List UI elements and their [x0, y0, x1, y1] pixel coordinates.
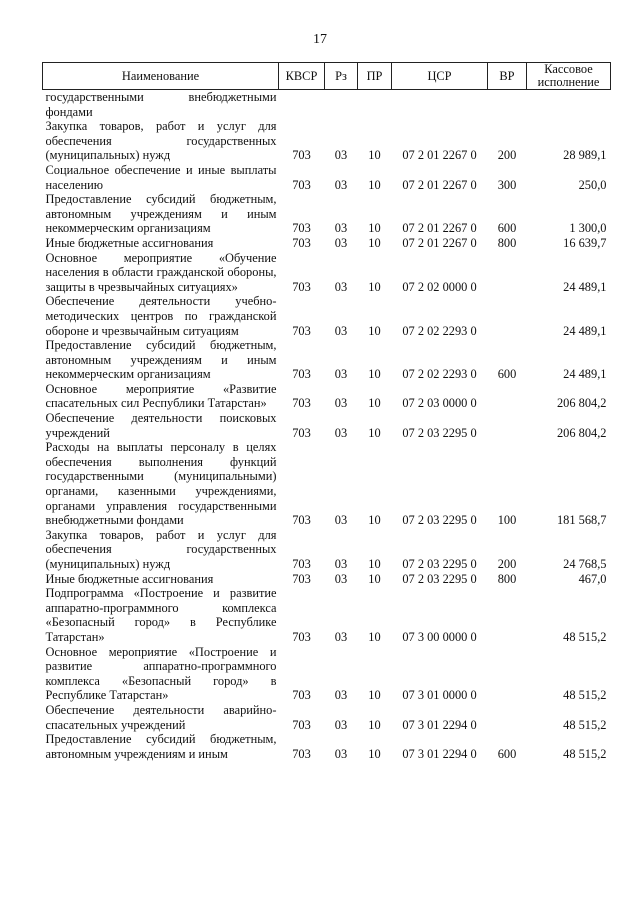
row-csr: 07 2 01 2267 0	[402, 148, 477, 163]
row-kvsr: 703	[292, 235, 311, 250]
row-vr: 100	[497, 513, 517, 528]
row-name: Иные бюджетные ассигнования	[45, 235, 214, 250]
table-row	[43, 192, 611, 236]
row-csr: 07 3 01 2294 0	[402, 746, 477, 761]
row-rz: 03	[334, 746, 348, 761]
row-pr: 10	[368, 235, 381, 250]
row-vr: 600	[497, 746, 517, 761]
row-amount: 206 804,2	[556, 425, 607, 440]
table-row	[43, 338, 611, 382]
row-csr: 07 2 03 2295 0	[402, 513, 477, 528]
row-rz: 03	[334, 323, 348, 338]
row-csr: 07 2 03 2295 0	[402, 425, 477, 440]
row-kvsr: 703	[292, 177, 311, 192]
row-amount: 1 300,0	[569, 221, 607, 236]
row-kvsr: 703	[292, 396, 311, 411]
table-row	[43, 703, 611, 732]
row-amount: 48 515,2	[563, 629, 607, 644]
row-pr: 10	[368, 717, 381, 732]
row-rz: 03	[334, 148, 348, 163]
row-vr	[488, 411, 527, 440]
row-amount: 28 989,1	[563, 148, 607, 163]
row-vr	[488, 586, 527, 644]
row-kvsr: 703	[292, 571, 311, 586]
row-amount: 467,0	[578, 571, 607, 586]
row-vr: 600	[497, 221, 517, 236]
row-kvsr: 703	[292, 746, 311, 761]
row-pr: 10	[368, 323, 381, 338]
row-kvsr: 703	[292, 688, 311, 703]
row-pr	[358, 90, 392, 120]
table-row	[43, 440, 611, 528]
page-number: 17	[313, 32, 327, 47]
row-kvsr: 703	[292, 148, 311, 163]
row-amount: 24 768,5	[563, 557, 607, 571]
row-name: Подпрограмма «Построение и развитие аппаратно-программного комплекса «Безопасный город» в Республике Татарстан»	[45, 586, 277, 644]
header-kvsr: КВСР	[279, 63, 325, 90]
row-pr: 10	[368, 148, 381, 163]
table-row	[43, 528, 611, 572]
row-amount: 24 489,1	[563, 367, 607, 382]
row-pr: 10	[368, 746, 381, 761]
row-vr: 800	[497, 235, 517, 250]
row-amount: 24 489,1	[563, 323, 607, 338]
row-kvsr	[279, 90, 325, 120]
table-row	[43, 732, 611, 761]
row-rz: 03	[334, 717, 348, 732]
row-vr: 800	[497, 571, 517, 586]
row-name: Предоставление субсидий бюджетным, автономным учреждениям и иным некоммерческим организациям	[45, 338, 277, 382]
row-kvsr: 703	[292, 279, 311, 294]
row-name: государственными внебюджетными фондами	[45, 90, 277, 119]
row-rz: 03	[334, 571, 348, 586]
row-name: Предоставление субсидий бюджетным, автономным учреждениям и иным	[45, 732, 277, 761]
row-rz: 03	[334, 177, 348, 192]
row-name: Закупка товаров, работ и услуг для обеспечения государственных (муниципальных) нужд	[45, 527, 277, 571]
row-csr: 07 3 01 0000 0	[402, 688, 477, 703]
row-name: Обеспечение деятельности поисковых учреждений	[45, 411, 277, 440]
row-vr	[488, 703, 527, 732]
row-rz	[325, 90, 358, 120]
row-name: Расходы на выплаты персоналу в целях обеспечения выполнения функций государственными (муниципальными) органами, казенными учреждениями, органами управления государственными внебюджетными фондами	[45, 440, 277, 528]
row-vr	[488, 382, 527, 411]
row-rz: 03	[334, 396, 348, 411]
row-vr: 600	[497, 367, 517, 382]
row-kvsr: 703	[292, 323, 311, 338]
row-name: Закупка товаров, работ и услуг для обеспечения государственных (муниципальных) нужд	[45, 119, 277, 163]
header-vr: ВР	[488, 63, 527, 90]
row-vr	[488, 645, 527, 703]
row-kvsr: 703	[292, 557, 311, 571]
row-rz: 03	[334, 425, 348, 440]
row-amount: 24 489,1	[563, 279, 607, 294]
row-pr: 10	[368, 367, 381, 382]
table-row	[43, 586, 611, 644]
row-kvsr: 703	[292, 513, 311, 528]
table-row	[43, 382, 611, 411]
table-row	[43, 411, 611, 440]
row-amount	[527, 90, 611, 120]
row-name: Основное мероприятие «Развитие спасательных сил Республики Татарстан»	[45, 381, 277, 411]
row-csr	[392, 90, 488, 120]
budget-table	[42, 62, 611, 761]
row-name: Предоставление субсидий бюджетным, автономным учреждениям и иным некоммерческим организациям	[45, 192, 277, 236]
row-kvsr: 703	[292, 367, 311, 382]
row-pr: 10	[368, 557, 381, 571]
row-rz: 03	[334, 279, 348, 294]
row-name: Иные бюджетные ассигнования	[45, 571, 214, 586]
row-vr: 200	[497, 148, 517, 163]
row-csr: 07 3 00 0000 0	[402, 629, 477, 644]
row-pr: 10	[368, 279, 381, 294]
row-csr: 07 2 02 2293 0	[402, 323, 477, 338]
row-rz: 03	[334, 513, 348, 528]
row-csr: 07 2 01 2267 0	[402, 235, 477, 250]
row-amount: 48 515,2	[563, 717, 607, 732]
row-amount: 48 515,2	[563, 688, 607, 703]
row-csr: 07 3 01 2294 0	[402, 717, 477, 732]
row-rz: 03	[334, 557, 348, 571]
row-pr: 10	[368, 221, 381, 236]
header-pr: ПР	[358, 63, 392, 90]
row-pr: 10	[368, 688, 381, 703]
table-row	[43, 119, 611, 163]
row-name: Социальное обеспечение и иные выплаты населению	[45, 162, 277, 192]
table-row	[43, 572, 611, 587]
row-csr: 07 2 03 2295 0	[402, 571, 477, 586]
row-csr: 07 2 01 2267 0	[402, 177, 477, 192]
row-rz: 03	[334, 235, 348, 250]
row-pr: 10	[368, 513, 381, 528]
header-rz: Рз	[325, 63, 358, 90]
row-rz: 03	[334, 629, 348, 644]
row-amount: 181 568,7	[556, 513, 607, 528]
row-rz: 03	[334, 221, 348, 236]
row-csr: 07 2 02 0000 0	[402, 279, 477, 294]
row-pr: 10	[368, 425, 381, 440]
row-pr: 10	[368, 571, 381, 586]
row-rz: 03	[334, 367, 348, 382]
header-csr: ЦСР	[392, 63, 488, 90]
row-vr: 300	[497, 177, 517, 192]
table-row	[43, 294, 611, 338]
row-name: Обеспечение деятельности учебно-методических центров по гражданской обороне и чрезвычайным ситуациям	[45, 294, 277, 338]
table-row	[43, 645, 611, 703]
row-kvsr: 703	[292, 717, 311, 732]
table-row	[43, 163, 611, 192]
row-csr: 07 2 03 0000 0	[402, 396, 477, 411]
row-vr: 200	[497, 557, 517, 571]
table-row	[43, 90, 611, 120]
row-name: Основное мероприятие «Обучение населения в области гражданской обороны, защиты в чрезвычайных ситуациях»	[45, 250, 277, 294]
row-kvsr: 703	[292, 221, 311, 236]
row-csr: 07 2 02 2293 0	[402, 367, 477, 382]
row-amount: 250,0	[578, 177, 607, 192]
table-row	[43, 251, 611, 295]
table-header	[43, 63, 611, 90]
header-cash: Кассовое исполнение	[527, 63, 611, 90]
row-kvsr: 703	[292, 425, 311, 440]
row-csr: 07 2 01 2267 0	[402, 221, 477, 236]
row-amount: 16 639,7	[563, 235, 607, 250]
row-pr: 10	[368, 177, 381, 192]
row-pr: 10	[368, 396, 381, 411]
row-kvsr: 703	[292, 629, 311, 644]
row-vr	[488, 90, 527, 120]
row-rz: 03	[334, 688, 348, 703]
row-name: Обеспечение деятельности аварийно-спасательных учреждений	[45, 702, 277, 732]
row-csr: 07 2 03 2295 0	[402, 557, 477, 571]
row-vr	[488, 251, 527, 295]
row-name: Основное мероприятие «Построение и развитие аппаратно-программного комплекса «Безопасный город» в Республике Татарстан»	[45, 644, 277, 703]
header-name: Наименование	[43, 63, 279, 90]
row-vr	[488, 294, 527, 338]
table-body	[43, 90, 611, 762]
row-pr: 10	[368, 629, 381, 644]
table-row	[43, 236, 611, 251]
row-amount: 48 515,2	[563, 746, 607, 761]
row-amount: 206 804,2	[556, 396, 607, 411]
